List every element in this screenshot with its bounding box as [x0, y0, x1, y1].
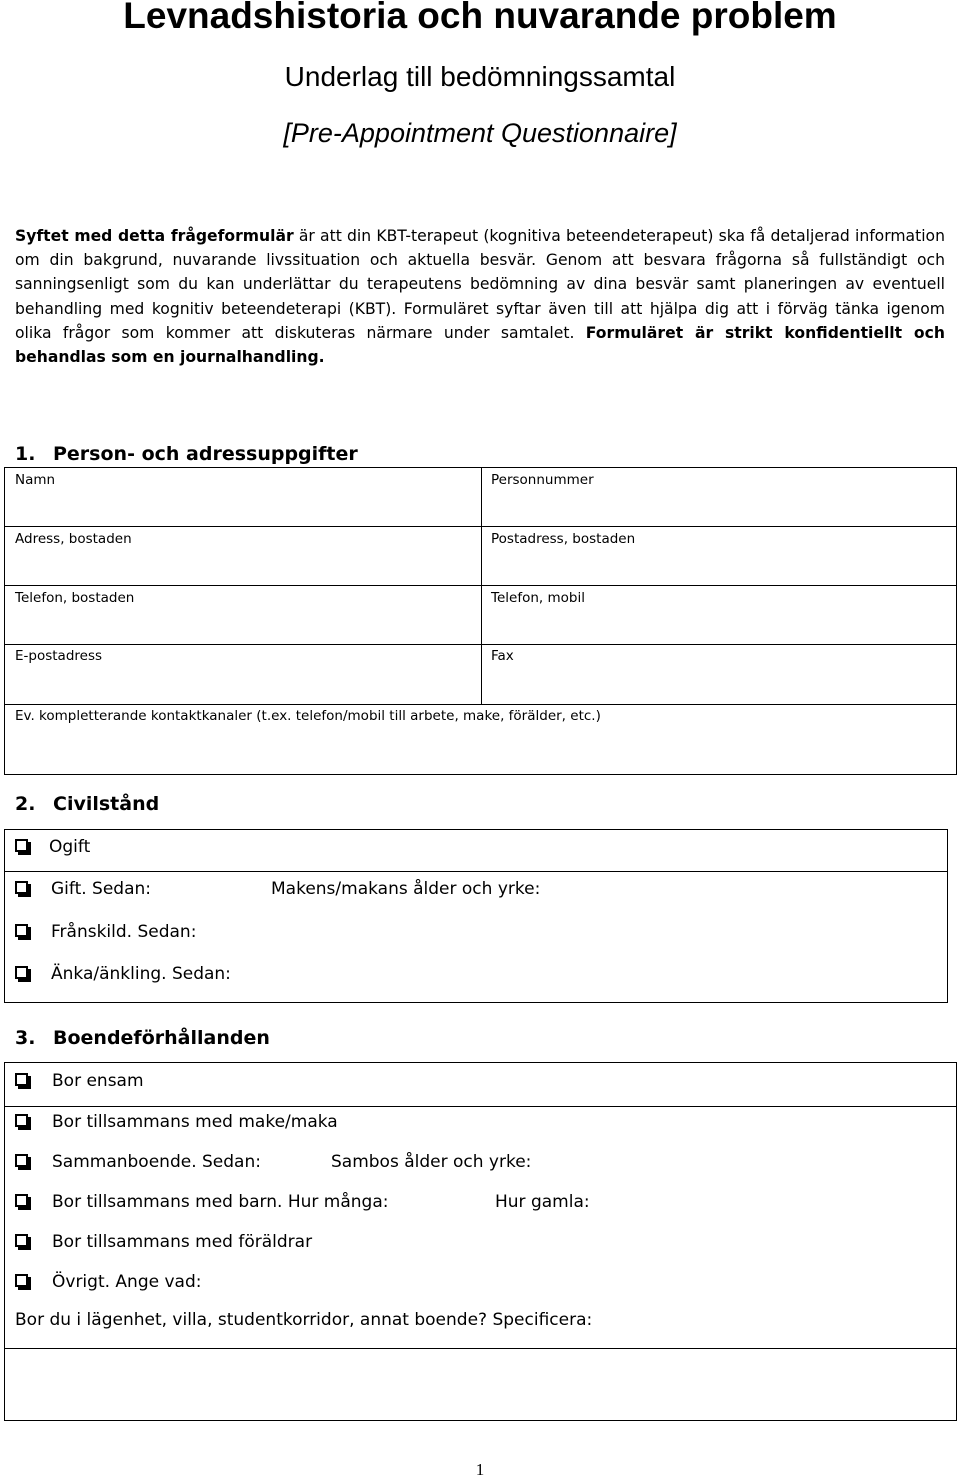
table-row-line [4, 526, 957, 527]
divorced-label: Frånskild. Sedan: [51, 922, 197, 942]
widowed-label: Änka/änkling. Sedan: [51, 964, 231, 984]
with-children-checkbox[interactable] [15, 1194, 28, 1207]
with-spouse-checkbox[interactable] [15, 1114, 28, 1127]
personnummer-field[interactable]: Personnummer [491, 472, 594, 488]
section-1-title: Person- och adressuppgifter [53, 443, 358, 465]
with-parents-label: Bor tillsammans med föräldrar [52, 1232, 313, 1252]
page-subtitle: Underlag till bedömningssamtal [284, 61, 676, 92]
housing-question: Bor du i lägenhet, villa, studentkorridor, annat boende? Specificera: [15, 1310, 593, 1330]
extra-contact-field[interactable]: Ev. kompletterande kontaktkanaler (t.ex. telefon/mobil till arbete, make, förälder, etc.) [15, 708, 601, 724]
divorced-checkbox[interactable] [15, 924, 28, 937]
postal-address-field[interactable]: Postadress, bostaden [491, 531, 636, 547]
housing-answer-field[interactable] [5, 1349, 956, 1420]
other-label: Övrigt. Ange vad: [52, 1272, 202, 1292]
section-2-title: Civilstånd [53, 793, 160, 815]
section-3-heading [15, 1026, 270, 1050]
unmarried-label: Ogift [49, 837, 91, 857]
section-3-number: 3. [15, 1027, 36, 1049]
intro-body: är att din KBT-terapeut (kognitiva beteendeterapeut) ska få detaljerad information om din bakgrund, nuvarande livssituation och aktuella besvär. Genom att besvara frågorna så fullständigt och sanningsenligt som du kan underlättar du terapeutens bedömning av dina besvär samt planeringen av eventuell behandling med kognitiv beteendeterapi (KBT). Formuläret syftar även till att hjälpa dig att i förväg tänka igenom olika frågor som kommer att diskuteras närmare under samtalet. [15, 227, 945, 342]
alone-checkbox[interactable] [15, 1073, 28, 1086]
alone-label: Bor ensam [52, 1071, 144, 1091]
section-2-number: 2. [15, 793, 36, 815]
section-1-number: 1. [15, 443, 36, 465]
address-field[interactable]: Adress, bostaden [15, 531, 132, 547]
section-1-heading [15, 442, 358, 466]
table-row-line [4, 585, 957, 586]
widowed-checkbox[interactable] [15, 966, 28, 979]
spouse-info-label: Makens/makans ålder och yrke: [271, 879, 541, 899]
email-field[interactable]: E-postadress [15, 648, 103, 664]
page-number: 1 [475, 1460, 485, 1479]
with-spouse-label: Bor tillsammans med make/maka [52, 1112, 338, 1132]
intro-bold-end: Formuläret är strikt konfidentiellt och behandlas som en journalhandling. [15, 323, 945, 367]
name-field[interactable]: Namn [15, 472, 56, 488]
table-divider [481, 467, 482, 705]
section-2-heading [15, 792, 159, 816]
housing-row-line [4, 1106, 957, 1107]
intro-bold-start: Syftet med detta frågeformulär [15, 227, 294, 245]
section-3-title: Boendeförhållanden [53, 1027, 270, 1049]
married-checkbox[interactable] [15, 881, 28, 894]
mobile-phone-field[interactable]: Telefon, mobil [491, 590, 585, 606]
with-children-label: Bor tillsammans med barn. Hur många: [52, 1192, 389, 1212]
civil-status-row-line [4, 871, 948, 872]
table-row-line [4, 644, 957, 645]
page-title: Levnadshistoria och nuvarande problem [123, 0, 837, 36]
cohabiting-checkbox[interactable] [15, 1154, 28, 1167]
cohabiting-label: Sammanboende. Sedan: [52, 1152, 261, 1172]
unmarried-checkbox[interactable] [15, 839, 28, 852]
home-phone-field[interactable]: Telefon, bostaden [15, 590, 135, 606]
with-parents-checkbox[interactable] [15, 1234, 28, 1247]
married-label: Gift. Sedan: [51, 879, 152, 899]
intro-paragraph [15, 224, 945, 369]
fax-field[interactable]: Fax [491, 648, 514, 664]
children-ages-label: Hur gamla: [495, 1192, 590, 1212]
table-row-line [4, 704, 957, 705]
partner-info-label: Sambos ålder och yrke: [331, 1152, 532, 1172]
page-subtitle-english: [Pre-Appointment Questionnaire] [283, 118, 677, 148]
other-checkbox[interactable] [15, 1274, 28, 1287]
